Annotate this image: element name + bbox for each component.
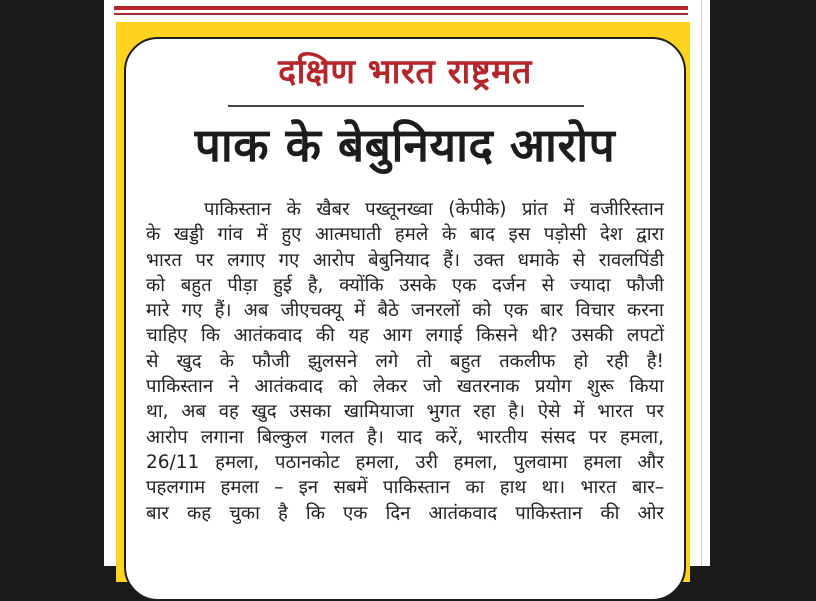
editorial-body [146, 197, 664, 526]
editorial-card [124, 37, 686, 601]
body-line: पाकिस्तान के खैबर पख्तूनख्वा (केपीके) प्रांत में वजीरिस्तान [204, 199, 664, 220]
body-line: पहलगाम हमला – इन सबमें पाकिस्तान का हाथ था। भारत बार– [146, 477, 664, 499]
column-divider [701, 0, 702, 566]
body-line: को बहुत पीड़ा हुई है, क्योंकि उसके एक दर्जन से ज्यादा फौजी [146, 274, 664, 296]
body-line: चाहिए कि आतंकवाद की यह आग लगाई किसने थी? उसकी लपटों [146, 325, 664, 347]
body-line: पाकिस्तान ने आतंकवाद को लेकर जो खतरनाक प्रयोग शुरू किया [146, 376, 664, 398]
body-line: था, अब वह खुद उसका खामियाजा भुगत रहा है। ऐसे में भारत पर [146, 401, 664, 423]
body-line: के खड्डी गांव में हुए आत्मघाती हमले के बाद इस पड़ोसी देश द्वारा [146, 224, 664, 246]
masthead-underline [228, 105, 584, 107]
top-red-rule-thin [114, 13, 688, 15]
body-line: से खुद के फौजी झुलसने लगे तो बहुत तकलीफ हो रही है! [146, 350, 664, 372]
body-line: बार कह चुका है कि एक दिन आतंकवाद पाकिस्तान की ओर [146, 502, 664, 524]
body-line: आरोप लगाना बिल्कुल गलत है। याद करें, भारतीय संसद पर हमला, [146, 426, 664, 448]
masthead-title: दक्षिण भारत राष्ट्रमत [278, 52, 532, 92]
body-line: 26/11 हमला, पठानकोट हमला, उरी हमला, पुलवामा हमला और [146, 451, 664, 473]
body-line: मारे गए हैं। अब जीएचक्यू में बैठे जनरलों को एक बार विचार करना [146, 300, 664, 322]
body-line: भारत पर लगाए गए आरोप बेबुनियाद हैं। उक्त धमाके से रावलपिंडी [146, 249, 664, 271]
editorial-headline: पाक के बेबुनियाद आरोप [194, 118, 616, 172]
top-red-rule [114, 6, 688, 10]
newspaper-page [104, 0, 710, 566]
